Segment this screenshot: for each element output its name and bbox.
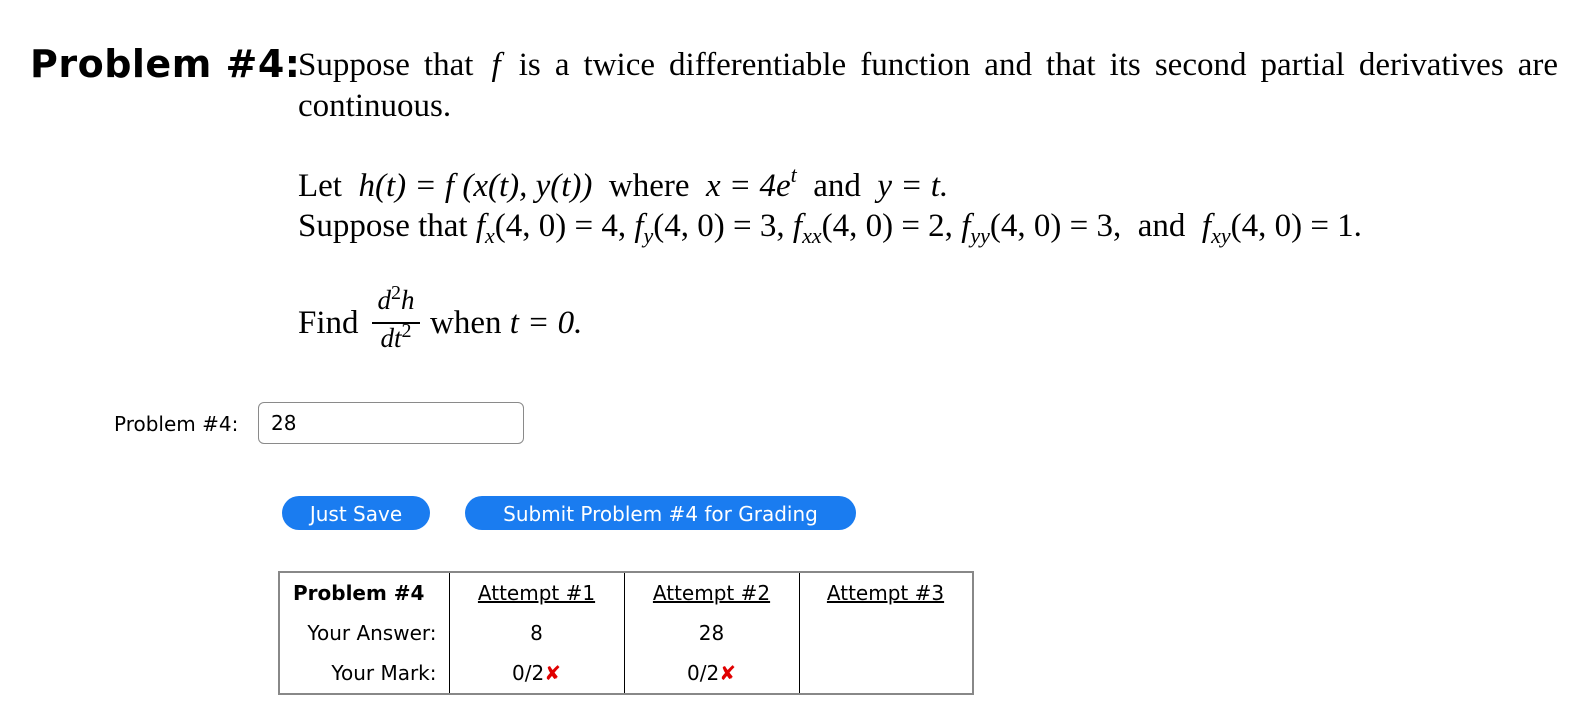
submit-for-grading-button[interactable]: Submit Problem #4 for Grading: [465, 496, 856, 530]
x-equation: x = 4e: [706, 168, 791, 204]
let-definition-line: Let h(t) = f (x(t), y(t)) where $x = 4e^t$ and y = t.: [298, 162, 949, 204]
fy-value: (4, 0) = 3,: [653, 208, 785, 244]
statement-text-cont: is a twice differentiable function and that its second partial derivatives are: [518, 47, 1559, 83]
attempt-1-mark: 0/2✘: [449, 653, 624, 694]
answer-label: Problem #4:: [114, 412, 239, 436]
your-answer-label: Your Answer:: [279, 613, 449, 653]
problem-statement-line2: continuous.: [298, 88, 452, 124]
your-answer-row: [279, 613, 973, 653]
when-condition: when t = 0.: [430, 305, 583, 341]
your-mark-label: Your Mark:: [279, 653, 449, 694]
attempt-2-mark: 0/2✘: [624, 653, 799, 694]
attempt-2-answer: 28: [624, 613, 799, 653]
incorrect-x-icon: ✘: [719, 661, 736, 685]
y-equation: y = t.: [877, 168, 949, 204]
statement-text: Suppose that: [298, 47, 474, 83]
fraction-numerator: $d^2h$: [377, 282, 415, 315]
attempts-header-row: [279, 572, 973, 613]
just-save-button[interactable]: Just Save: [282, 496, 430, 530]
your-mark-row: [279, 653, 973, 694]
attempt-1-header[interactable]: Attempt #1: [449, 572, 624, 613]
attempt-3-mark: [799, 653, 973, 694]
problem-statement-line1: [298, 45, 1558, 85]
incorrect-x-icon: ✘: [544, 661, 561, 685]
problem-heading: Problem #4:: [30, 42, 301, 86]
fx-value: (4, 0) = 4,: [494, 208, 627, 244]
answer-input[interactable]: 28: [258, 402, 524, 444]
fxx-value: (4, 0) = 2,: [821, 208, 953, 244]
composite-function: = f (x(t), y(t)): [414, 168, 593, 204]
attempt-3-header[interactable]: Attempt #3: [826, 581, 945, 605]
attempt-2-header[interactable]: Attempt #2: [624, 572, 799, 613]
function-symbol: f: [491, 47, 501, 83]
attempt-1-answer: 8: [449, 613, 624, 653]
attempts-table: [278, 571, 974, 695]
fxy-value: (4, 0) = 1.: [1230, 208, 1362, 244]
h-of-t: h(t): [358, 168, 407, 204]
attempt-3-answer: [799, 613, 973, 653]
attempts-table-title: Problem #4: [279, 572, 449, 613]
fyy-value: (4, 0) = 3,: [989, 208, 1122, 244]
given-values-line: Suppose that $f_x(4$, 0) = 4, $f_y(4$, 0) = 3, $f_{xx}(4$, 0) = 2, $f_{yy}(4$, 0) = 3, and $f_{xy}(4$, 0) = 1.: [298, 208, 1362, 248]
fraction-denominator: $dt^2$: [380, 320, 412, 353]
